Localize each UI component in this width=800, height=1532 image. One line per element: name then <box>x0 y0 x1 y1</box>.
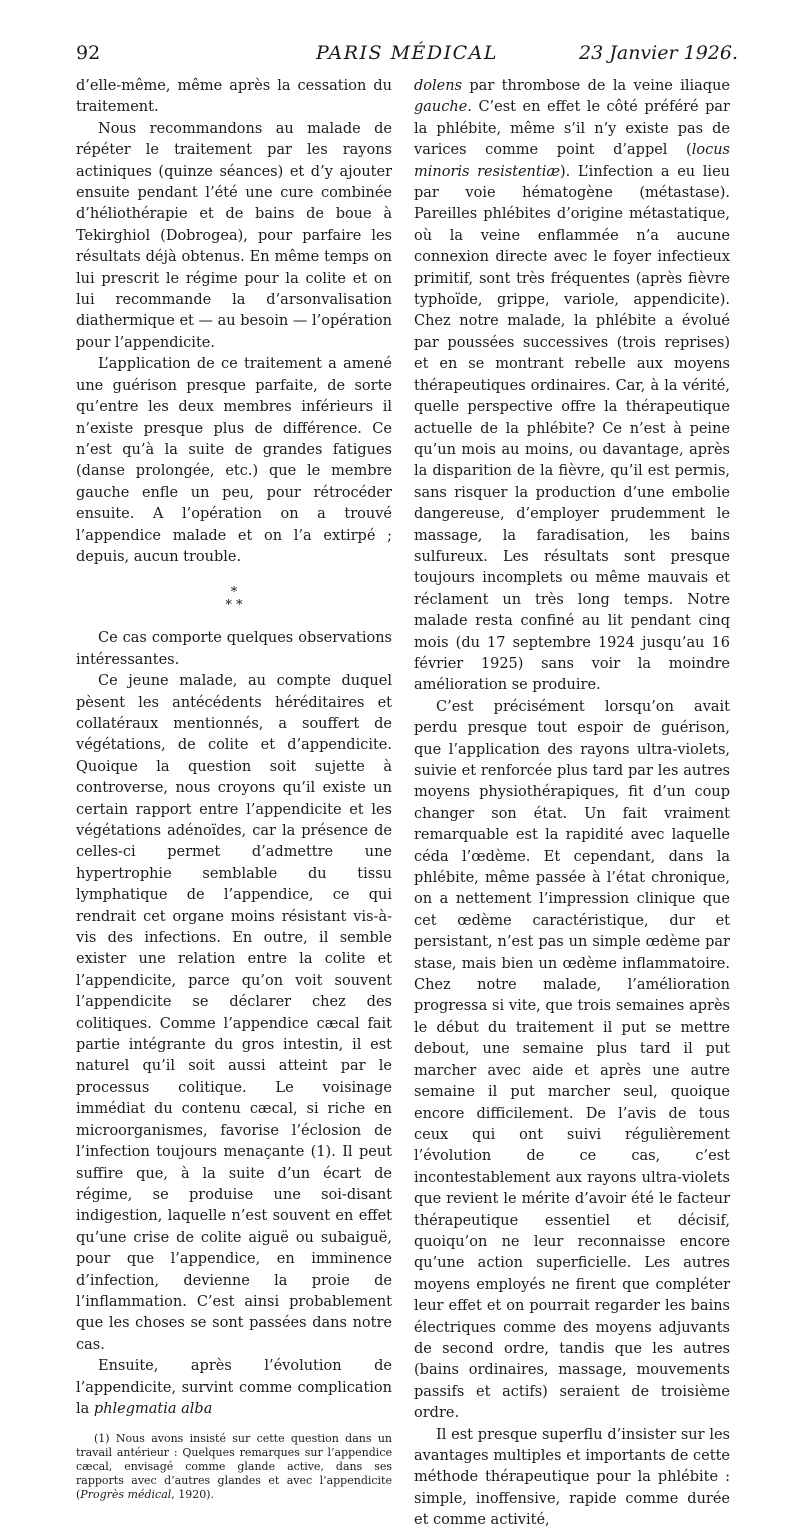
paragraph: C’est précisément lorsqu’on avait perdu presque tout espoir de guérison, que l’application des rayons ultra-violets, suivie et renforcée plus tard par les autres moyens physiothérapiques, fit d’un coup changer son état. Un fait vraiment remarquable est la rapidité avec laquelle céda l’œdème. Et cependant, dans la phlébite, même passée à l’état chronique, on a nettement l’impression clinique que cet œdème caractéristique, dur et persistant, n’est pas un simple œdème par stase, mais bien un œdème inflammatoire. Chez notre malade, l’amélioration progressa si vite, que trois semaines après le début du traitement il put se mettre debout, une semaine plus tard il put marcher avec aide et après une autre semaine il put marcher seul, quoique encore difficilement. De l’avis de tous ceux qui ont suivi régulièrement l’évolution de ce cas, c’est incontestablement aux rayons ultra-violets que revient le mérite d’avoir été le facteur thérapeutique essentiel et décisif, quoiqu’on ne leur reconnaisse encore qu’une action superficielle. Les autres moyens employés ne firent que compléter leur effet et on pourrait regarder les bains électriques comme des moyens adjuvants de second ordre, tandis que les autres (bains ordinaires, massage, mouvements passifs et actifs) seraient de troisième ordre. <box>414 698 730 1422</box>
page-header <box>76 42 738 70</box>
paragraph: Il est presque superflu d’insister sur les avantages multiples et importants de cette méthode thérapeutique pour la phlébite : simple, inoffensive, rapide comme durée et comme activité, <box>414 1426 730 1529</box>
left-column <box>76 76 392 1502</box>
issue-date: 23 Janvier 1926. <box>579 42 738 64</box>
footnote: (1) Nous avons insisté sur cette question dans un travail antérieur : Quelques remarques sur l’appendice cæcal, envisagé comme glande active, dans ses rapports avec d’autres glandes et avec l’appendicite (Progrès médical, 1920). <box>76 1432 392 1502</box>
paragraph: dolens par thrombose de la veine iliaque gauche. C’est en effet le côté préféré par la phlébite, même s’il n’y existe pas de varices comme point d’appel (locus minoris resistentiæ). L’infection a eu lieu par voie hématogène (métastase). Pareilles phlébites d’origine métastatique, où la veine enflammée n’a aucune connexion directe avec le foyer infectieux primitif, sont très fréquentes (après fièvre typhoïde, grippe, variole, appendicite). Chez notre malade, la phlébite a évolué par poussées successives (trois reprises) et en se montrant rebelle aux moyens thérapeutiques ordinaires. Car, à la vérité, quelle perspective offre la thérapeutique actuelle de la phlébite? Ce n’est à peine qu’un mois au moins, ou davantage, après la disparition de la fièvre, qu’il est permis, sans risquer la production d’une embolie dangereuse, d’employer prudemment le massage, la faradisation, les bains sulfureux. Les résultats sont presque toujours incomplets ou même mauvais et réclament un très long temps. Notre malade resta confiné au lit pendant cinq mois (du 17 septembre 1924 jusqu’au 16 février 1925) sans voir la moindre amélioration se produire. <box>414 78 730 694</box>
paragraph: d’elle-même, même après la cessation du traitement. <box>76 78 392 116</box>
page-number: 92 <box>76 42 101 64</box>
paragraph: Nous recommandons au malade de répéter le traitement par les rayons actiniques (quinze séances) et d’y ajouter ensuite pendant l’été une cure combinée d’héliothérapie et de bains de boue à Tekirghiol (Dobrogea), pour parfaire les résultats déjà obtenus. En même temps on lui prescrit le régime pour la colite et on lui recommande la d’arsonvalisation diathermique et — au besoin — l’opération pour l’appendicite. <box>76 120 392 351</box>
paragraph: Ce jeune malade, au compte duquel pèsent les antécédents héréditaires et collatéraux mentionnés, a souffert de végétations, de colite et d’appendicite. Quoique la question soit sujette à controverse, nous croyons qu’il existe un certain rapport entre l’appendicite et les végétations adénoïdes, car la présence de celles-ci permet d’admettre une hypertrophie semblable du tissu lymphatique de l’appendice, ce qui rendrait cet organe moins résistant vis-à-vis des infections. En outre, il semble exister une relation entre la colite et l’appendicite, parce qu’on voit souvent l’appendicite se déclarer chez des colitiques. Comme l’appendice cæcal fait partie intégrante du gros intestin, il est naturel qu’il soit aussi atteint par le processus colitique. Le voisinage immédiat du contenu cæcal, si riche en microorganismes, favorise l’éclosion de l’infection toujours menaçante (1). Il peut suffire que, à la suite d’un écart de régime, se produise une soi-disant indigestion, laquelle n’est souvent en effet qu’une crise de colite aiguë ou subaiguë, pour que l’appendice, en imminence d’infection, devienne la proie de l’inflammation. C’est ainsi probablement que les choses se sont passées dans notre cas. <box>76 673 392 1353</box>
right-column <box>414 76 730 1532</box>
paragraph: Ensuite, après l’évolution de l’appendicite, survint comme complication la phlegmatia alba <box>76 1358 392 1417</box>
paragraph: L’application de ce traitement a amené une guérison presque parfaite, de sorte qu’entre les deux membres inférieurs il n’existe presque plus de différence. Ce n’est qu’à la suite de grandes fatigues (danse prolongée, etc.) que le membre gauche enfle un peu, pour rétrocéder ensuite. A l’opération on a trouvé l’appendice malade et on l’a extirpé ; depuis, aucun trouble. <box>76 356 392 565</box>
paragraph: Ce cas comporte quelques observations intéressantes. <box>76 630 392 668</box>
journal-title: PARIS MÉDICAL <box>315 42 499 64</box>
section-separator-asterism: * * * <box>225 585 243 614</box>
